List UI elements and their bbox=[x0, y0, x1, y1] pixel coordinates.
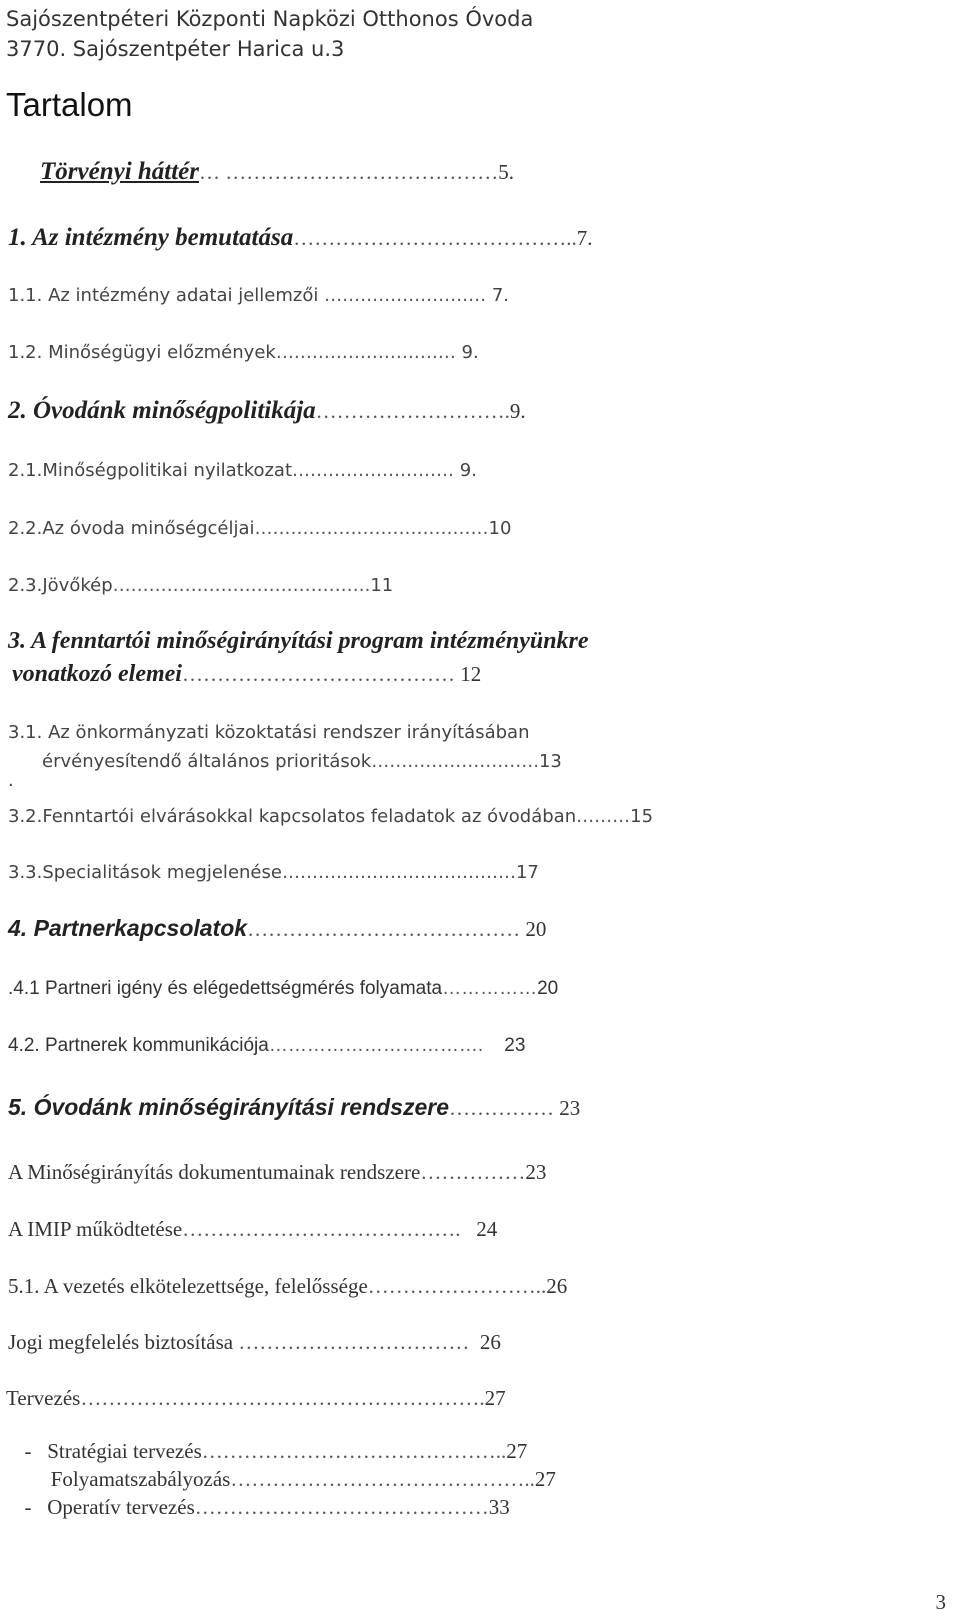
page-number: 3 bbox=[935, 1590, 946, 1614]
toc-dots: …………………………………….. bbox=[201, 1439, 507, 1463]
stray-dot: . bbox=[8, 770, 14, 791]
toc-entry-jogi[interactable] bbox=[8, 1330, 501, 1355]
toc-dots: ………………………. bbox=[315, 399, 510, 423]
toc-page: 20 bbox=[525, 917, 547, 941]
toc-dots: …………………………………… bbox=[194, 1495, 489, 1519]
toc-page: 23 bbox=[559, 1096, 581, 1120]
toc-label: 1. Az intézmény bemutatása bbox=[8, 224, 294, 251]
toc-page: 5. bbox=[498, 160, 515, 184]
toc-label: - Operatív tervezés bbox=[24, 1495, 195, 1519]
toc-dots: …………………………… bbox=[238, 1330, 470, 1354]
toc-page: 26 bbox=[479, 1330, 501, 1354]
toc-label: - Stratégiai tervezés bbox=[24, 1439, 202, 1463]
toc-dots: …………… bbox=[442, 978, 538, 999]
toc-dots: ………………………… bbox=[275, 342, 456, 363]
toc-label: 3. A fenntartói minőségirányítási program intézményünkre bbox=[8, 628, 589, 654]
toc-label-continued: érvényesítendő általános prioritások bbox=[42, 751, 372, 772]
toc-page: 15 bbox=[630, 806, 654, 827]
toc-entry-2-3[interactable] bbox=[8, 575, 393, 596]
page-title: Tartalom bbox=[6, 86, 133, 123]
toc-label: 2.1.Minőségpolitikai nyilatkozat bbox=[8, 460, 293, 481]
toc-label: .4.1 Partneri igény és elégedettségmérés folyamata bbox=[8, 978, 443, 999]
toc-entry-2-1[interactable] bbox=[8, 460, 477, 481]
toc-page: 9. bbox=[461, 342, 479, 363]
toc-dots: …………… bbox=[449, 1096, 554, 1120]
toc-label: 5. Óvodánk minőségirányítási rendszere bbox=[8, 1094, 449, 1120]
toc-dots: ………………………………… bbox=[181, 662, 455, 686]
toc-page: 20 bbox=[537, 978, 559, 999]
toc-label: 3.3.Specialitások megjelenése bbox=[8, 862, 282, 883]
toc-page: 10 bbox=[488, 518, 512, 539]
toc-label: 1.1. Az intézmény adatai jellemzői bbox=[8, 285, 319, 306]
toc-page: 23 bbox=[504, 1035, 526, 1056]
toc-entry-1-1[interactable] bbox=[8, 285, 509, 306]
toc-page: 9. bbox=[509, 399, 526, 423]
toc-page: 13 bbox=[538, 751, 562, 772]
toc-dots: ………………………………… bbox=[281, 862, 516, 883]
institution-name: Sajószentpéteri Központi Napközi Otthonos Óvoda bbox=[6, 7, 534, 31]
toc-entry-4-1[interactable] bbox=[8, 978, 558, 1000]
toc-entry-1-2[interactable] bbox=[8, 342, 479, 363]
toc-entry-torvenyi[interactable] bbox=[40, 158, 514, 186]
toc-page: 9. bbox=[459, 460, 477, 481]
toc-page: 26 bbox=[546, 1274, 568, 1298]
toc-entry-4-2[interactable] bbox=[8, 1035, 525, 1057]
toc-entry-1[interactable] bbox=[8, 224, 592, 252]
toc-dots: ………………………………… bbox=[247, 917, 521, 941]
toc-label: Törvényi háttér bbox=[40, 158, 200, 185]
document-header bbox=[6, 4, 533, 64]
toc-label: 4.2. Partnerek kommunikációja bbox=[8, 1035, 269, 1056]
toc-label: 5.1. A vezetés elkötelezettsége, felelőssége bbox=[8, 1274, 368, 1298]
toc-entry-2[interactable] bbox=[8, 397, 526, 425]
toc-page: 27 bbox=[534, 1467, 556, 1491]
toc-label: Jogi megfelelés biztosítása bbox=[8, 1330, 234, 1354]
toc-dots: ……………………………. bbox=[268, 1035, 484, 1056]
toc-entry-5[interactable] bbox=[8, 1094, 580, 1121]
toc-page: 33 bbox=[488, 1495, 510, 1519]
toc-page: 12 bbox=[460, 662, 482, 686]
toc-label: 4. Partnerkapcsolatok bbox=[8, 915, 248, 941]
toc-page: 11 bbox=[370, 575, 394, 596]
toc-label: 2.2.Az óvoda minőségcéljai bbox=[8, 518, 255, 539]
toc-entry-imip[interactable] bbox=[8, 1217, 497, 1242]
toc-page: 7. bbox=[576, 226, 593, 250]
toc-page: 27 bbox=[484, 1386, 506, 1410]
toc-page: 23 bbox=[525, 1160, 547, 1184]
toc-label-continued: vonatkozó elemei bbox=[12, 661, 182, 687]
institution-address: 3770. Sajószentpéter Harica u.3 bbox=[6, 37, 345, 61]
toc-dots: …………………………………….. bbox=[230, 1467, 535, 1491]
toc-dots: ………………………………….. bbox=[293, 226, 577, 250]
toc-label: A Minőségirányítás dokumentumainak rendszere bbox=[8, 1160, 421, 1184]
toc-label: Folyamatszabályozás bbox=[24, 1467, 231, 1491]
toc-dots: ………………………………… bbox=[254, 518, 489, 539]
toc-dots: …………………………………. bbox=[182, 1217, 461, 1241]
toc-label: A IMIP működtetése bbox=[8, 1217, 183, 1241]
toc-label: Tervezés bbox=[6, 1386, 81, 1410]
toc-label: 3.1. Az önkormányzati közoktatási rendszer irányításában bbox=[8, 722, 530, 743]
toc-entry-3-1[interactable] bbox=[8, 722, 562, 791]
toc-entry-3[interactable] bbox=[8, 628, 589, 688]
toc-dots: … ………………………………… bbox=[199, 160, 499, 184]
toc-label: 2.3.Jövőkép bbox=[8, 575, 113, 596]
toc-dots: ………………………. bbox=[371, 751, 539, 772]
toc-dots: …………… bbox=[420, 1160, 526, 1184]
toc-dots: …………………….. bbox=[367, 1274, 547, 1298]
toc-page: 7. bbox=[491, 285, 510, 306]
toc-page: 27 bbox=[506, 1439, 528, 1463]
toc-label: 1.2. Minőségügyi előzmények bbox=[8, 342, 276, 363]
toc-entry-3-2[interactable] bbox=[8, 806, 653, 827]
toc-entry-5-1[interactable] bbox=[8, 1274, 567, 1299]
toc-entry-tervezes[interactable] bbox=[6, 1386, 506, 1411]
toc-entry-2-2[interactable] bbox=[8, 518, 511, 539]
toc-page: 24 bbox=[476, 1217, 498, 1241]
toc-entry-operativ[interactable] bbox=[14, 1470, 510, 1520]
toc-dots: ……… bbox=[576, 806, 631, 827]
toc-entry-3-3[interactable] bbox=[8, 862, 539, 883]
toc-dots: ……………………… bbox=[292, 460, 460, 481]
toc-entry-4[interactable] bbox=[8, 915, 546, 942]
toc-dots: ……………………………………. bbox=[112, 575, 371, 596]
toc-entry-dokumentumok[interactable] bbox=[8, 1160, 546, 1185]
toc-page: 17 bbox=[515, 862, 539, 883]
toc-label: 3.2.Fenntartói elvárásokkal kapcsolatos feladatok az óvodában bbox=[8, 806, 577, 827]
toc-dots: ……………………… bbox=[318, 285, 487, 306]
toc-dots: …………………………………………………. bbox=[80, 1386, 485, 1410]
toc-label: 2. Óvodánk minőségpolitikája bbox=[8, 397, 316, 424]
